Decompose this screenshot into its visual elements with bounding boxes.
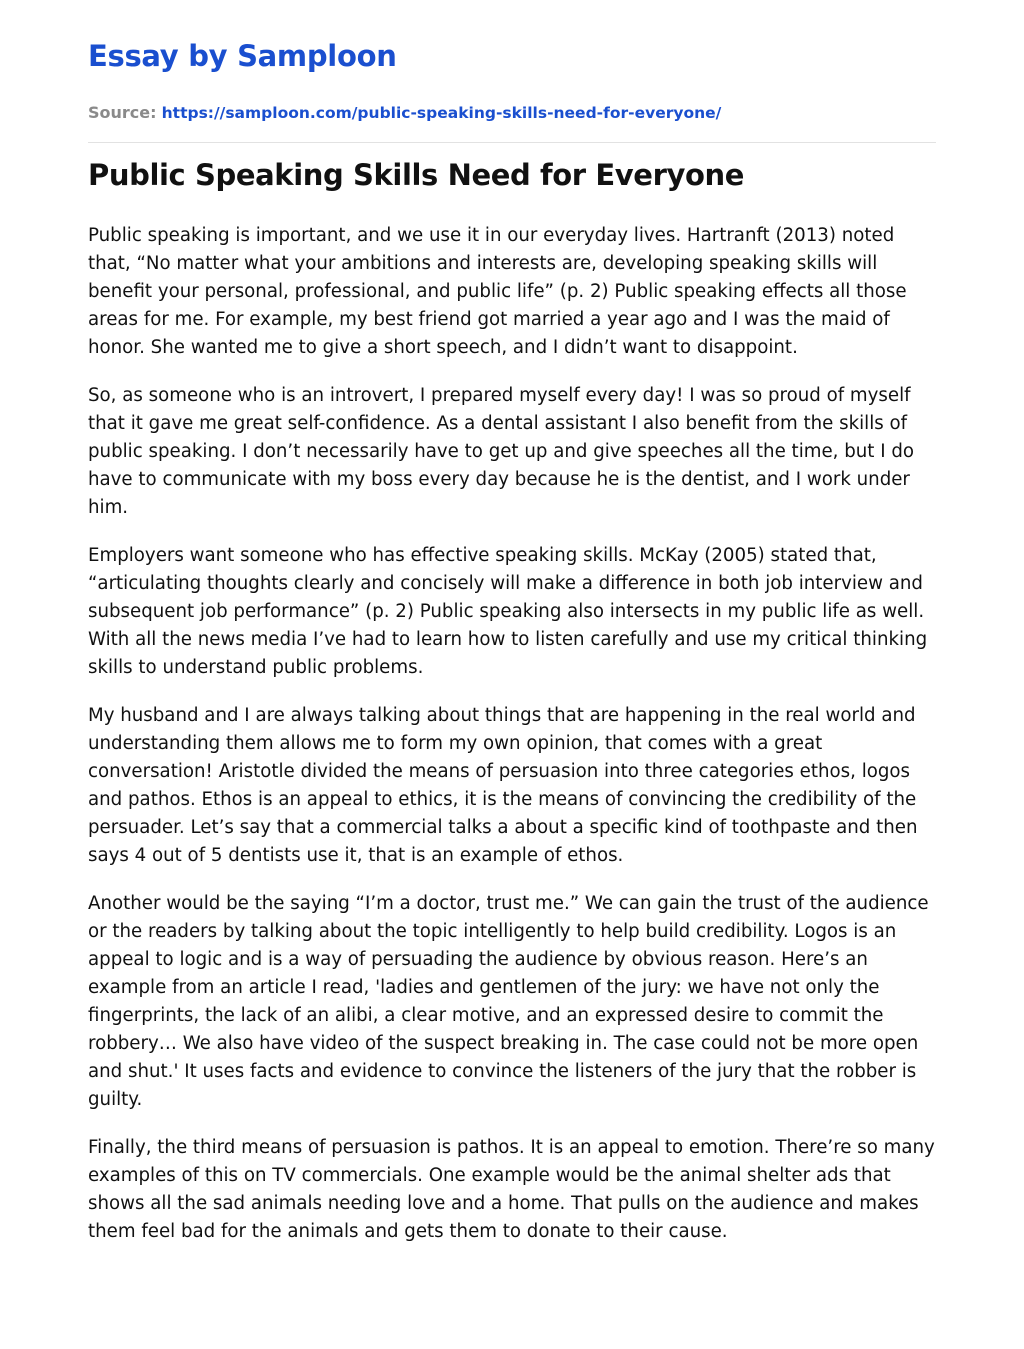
essay-paragraph: So, as someone who is an introvert, I prepared myself every day! I was so proud of myself that it gave me great self-confidence. As a dental assistant I also benefit from the skills of public speaking. I don’t necessarily have to get up and give speeches all the time, but I do have to communicate with my boss every day because he is the dentist, and I work under him. (88, 385, 915, 518)
essay-body (88, 222, 936, 1266)
essay-paragraph: Public speaking is important, and we use it in our everyday lives. Hartranft (2013) noted that, “No matter what your ambitions and interests are, developing speaking skills will benefit your personal, professional, and public life” (p. 2) Public speaking effects all those areas for me. For example, my best friend got married a year ago and I was the maid of honor. She wanted me to give a short speech, and I didn’t want to disappoint. (88, 225, 907, 358)
site-brand-title: Essay by Samploon (88, 39, 397, 73)
essay-paragraph: Employers want someone who has effective speaking skills. McKay (2005) stated that, “articulating thoughts clearly and concisely will make a difference in both job interview and subsequent job performance” (p. 2) Public speaking also intersects in my public life as well. With all the news media I’ve had to learn how to listen carefully and use my critical thinking skills to understand public problems. (88, 545, 928, 678)
header-divider (88, 142, 936, 143)
essay-title: Public Speaking Skills Need for Everyone (88, 158, 745, 192)
essay-paragraph: My husband and I are always talking about things that are happening in the real world and understanding them allows me to form my own opinion, that comes with a great conversation! Aristotle divided the means of persuasion into three categories ethos, logos and pathos. Ethos is an appeal to ethics, it is the means of convincing the credibility of the persuader. Let’s say that a commercial talks a about a specific kind of toothpaste and then says 4 out of 5 dentists use it, that is an example of ethos. (88, 705, 918, 866)
essay-paragraph: Another would be the saying “I’m a doctor, trust me.” We can gain the trust of the audience or the readers by talking about the topic intelligently to help build credibility. Logos is an appeal to logic and is a way of persuading the audience by obvious reason. Here’s an example from an article I read, 'ladies and gentlemen of the jury: we have not only the fingerprints, the lack of an alibi, a clear motive, and an expressed desire to commit the robbery… We also have video of the suspect breaking in. The case could not be more open and shut.' It uses facts and evidence to convince the listeners of the jury that the robber is guilty. (88, 893, 929, 1110)
source-line (88, 102, 721, 124)
source-label: Source: (88, 103, 157, 122)
essay-paragraph: Finally, the third means of persuasion is pathos. It is an appeal to emotion. There’re so many examples of this on TV commercials. One example would be the animal shelter ads that shows all the sad animals needing love and a home. That pulls on the audience and makes them feel bad for the animals and gets them to donate to their cause. (88, 1137, 935, 1242)
source-link[interactable]: https://samploon.com/public-speaking-skills-need-for-everyone/ (161, 104, 722, 122)
